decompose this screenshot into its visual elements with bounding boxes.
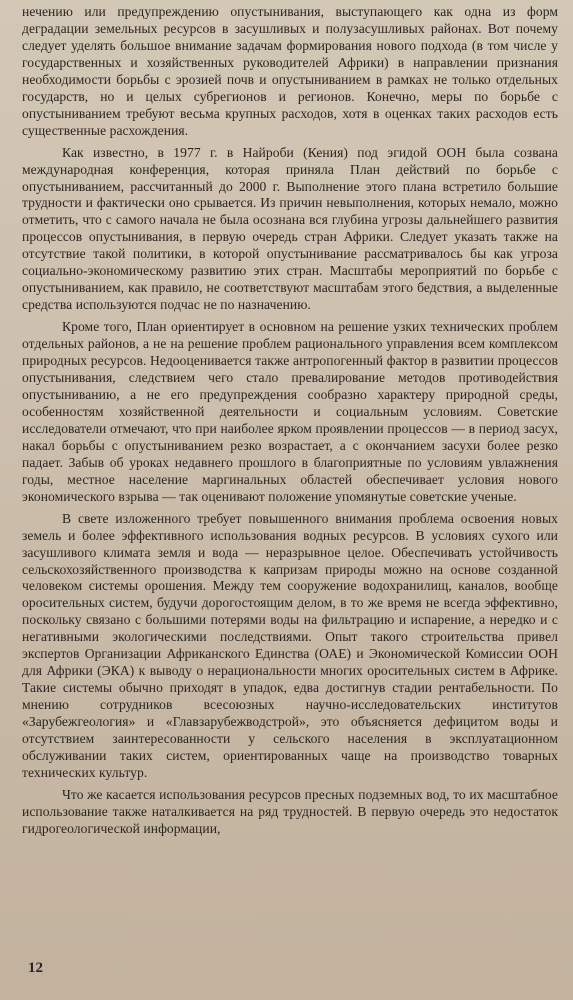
page-number: 12 — [28, 960, 43, 976]
body-text — [22, 4, 558, 838]
paragraph-2: Как известно, в 1977 г. в Найроби (Кения) под эгидой ООН была созвана международная конференция, которая приняла План действий по борьбе с опустыниванием, рассчитанный до 2000 г. Выполнение этого плана встретило большие трудности и фактически оно срывается. Из причин невыполнения, которых немало, можно отметить, что с самого начала не была осознана вся глубина угрозы дальнейшего развития процессов опустынивания, в первую очередь стран Африки. Следует указать также на отсутствие такой политики, в которой опустынивание рассматривалось бы как угроза социально-экономическому развитию этих стран. Масштабы мероприятий по борьбе с опустыниванием, как правило, не соответствуют масштабам этого бедствия, а выделенные средства используются подчас не по назначению. — [22, 144, 558, 313]
paragraph-1: нечению или предупреждению опустынивания, выступающего как одна из форм деградации земельных ресурсов в засушливых и полузасушливых районах. Вот почему следует уделять большое внимание задачам формирования нового подхода (в том числе у государственных и хозяйственных руководителей Африки) в направлении признания необходимости борьбы с эрозией почв и опустыниванием в рамках не только отдельных государств, но и целых субрегионов и регионов. Конечно, меры по борьбе с опустыниванием требуют весьма крупных расходов, хотя в оценках таких расходов есть существенные расхождения. — [22, 4, 558, 138]
paragraph-5: Что же касается использования ресурсов пресных подземных вод, то их масштабное использование также наталкивается на ряд трудностей. В первую очередь это недостаток гидрогеологической информации, — [22, 786, 558, 836]
paragraph-4: В свете изложенного требует повышенного внимания проблема освоения новых земель и более эффективного использования водных ресурсов. В условиях сухого или засушливого климата земля и вода — неразрывное целое. Обеспечивать устойчивость сельскохозяйственного производства к капризам природы можно на основе созданной человеком системы орошения. Между тем сооружение водохранилищ, каналов, вообще оросительных систем, будучи дорогостоящим делом, в то же время не всегда эффективно, поскольку связано с большими потерями воды на фильтрацию и испарение, а нередко и с негативными экологическими последствиями. Опыт такого строительства привел экспертов Организации Африканского Единства (ОАЕ) и Экономической Комиссии ООН для Африки (ЭКА) к выводу о нерациональности многих оросительных систем в Африке. Такие системы обычно приходят в упадок, едва достигнув стадии рентабельности. По мнению сотрудников всесоюзных научно-исследовательских институтов «Зарубежгеология» и «Главзарубежводстрой», это объясняется дефицитом воды и отсутствием заинтересованности у сельского населения в эксплуатационном обслуживании таких систем, ориентированных чаще на производство товарных технических культур. — [22, 510, 558, 780]
paragraph-3: Кроме того, План ориентирует в основном на решение узких технических проблем отдельных районов, а не на решение проблем рационального управления всем комплексом природных ресурсов. Недооценивается также антропогенный фактор в развитии процессов опустынивания, следствием чего стало превалирование методов противодействия опустыниванию, а не его предупреждения сообразно характеру природной среды, особенностям хозяйственной деятельности и социальным условиям. Советские исследователи отмечают, что при наиболее ярком проявлении процессов — в период засух, накал борьбы с опустыниванием резко возрастает, а с окончанием засухи более резко падает. Забыв об уроках недавнего прошлого в благоприятные по условиям увлажнения годы, местное население маргинальных областей обеспечивает условия нового экономического взрыва — так оценивают положение упомянутые советские ученые. — [22, 319, 558, 504]
